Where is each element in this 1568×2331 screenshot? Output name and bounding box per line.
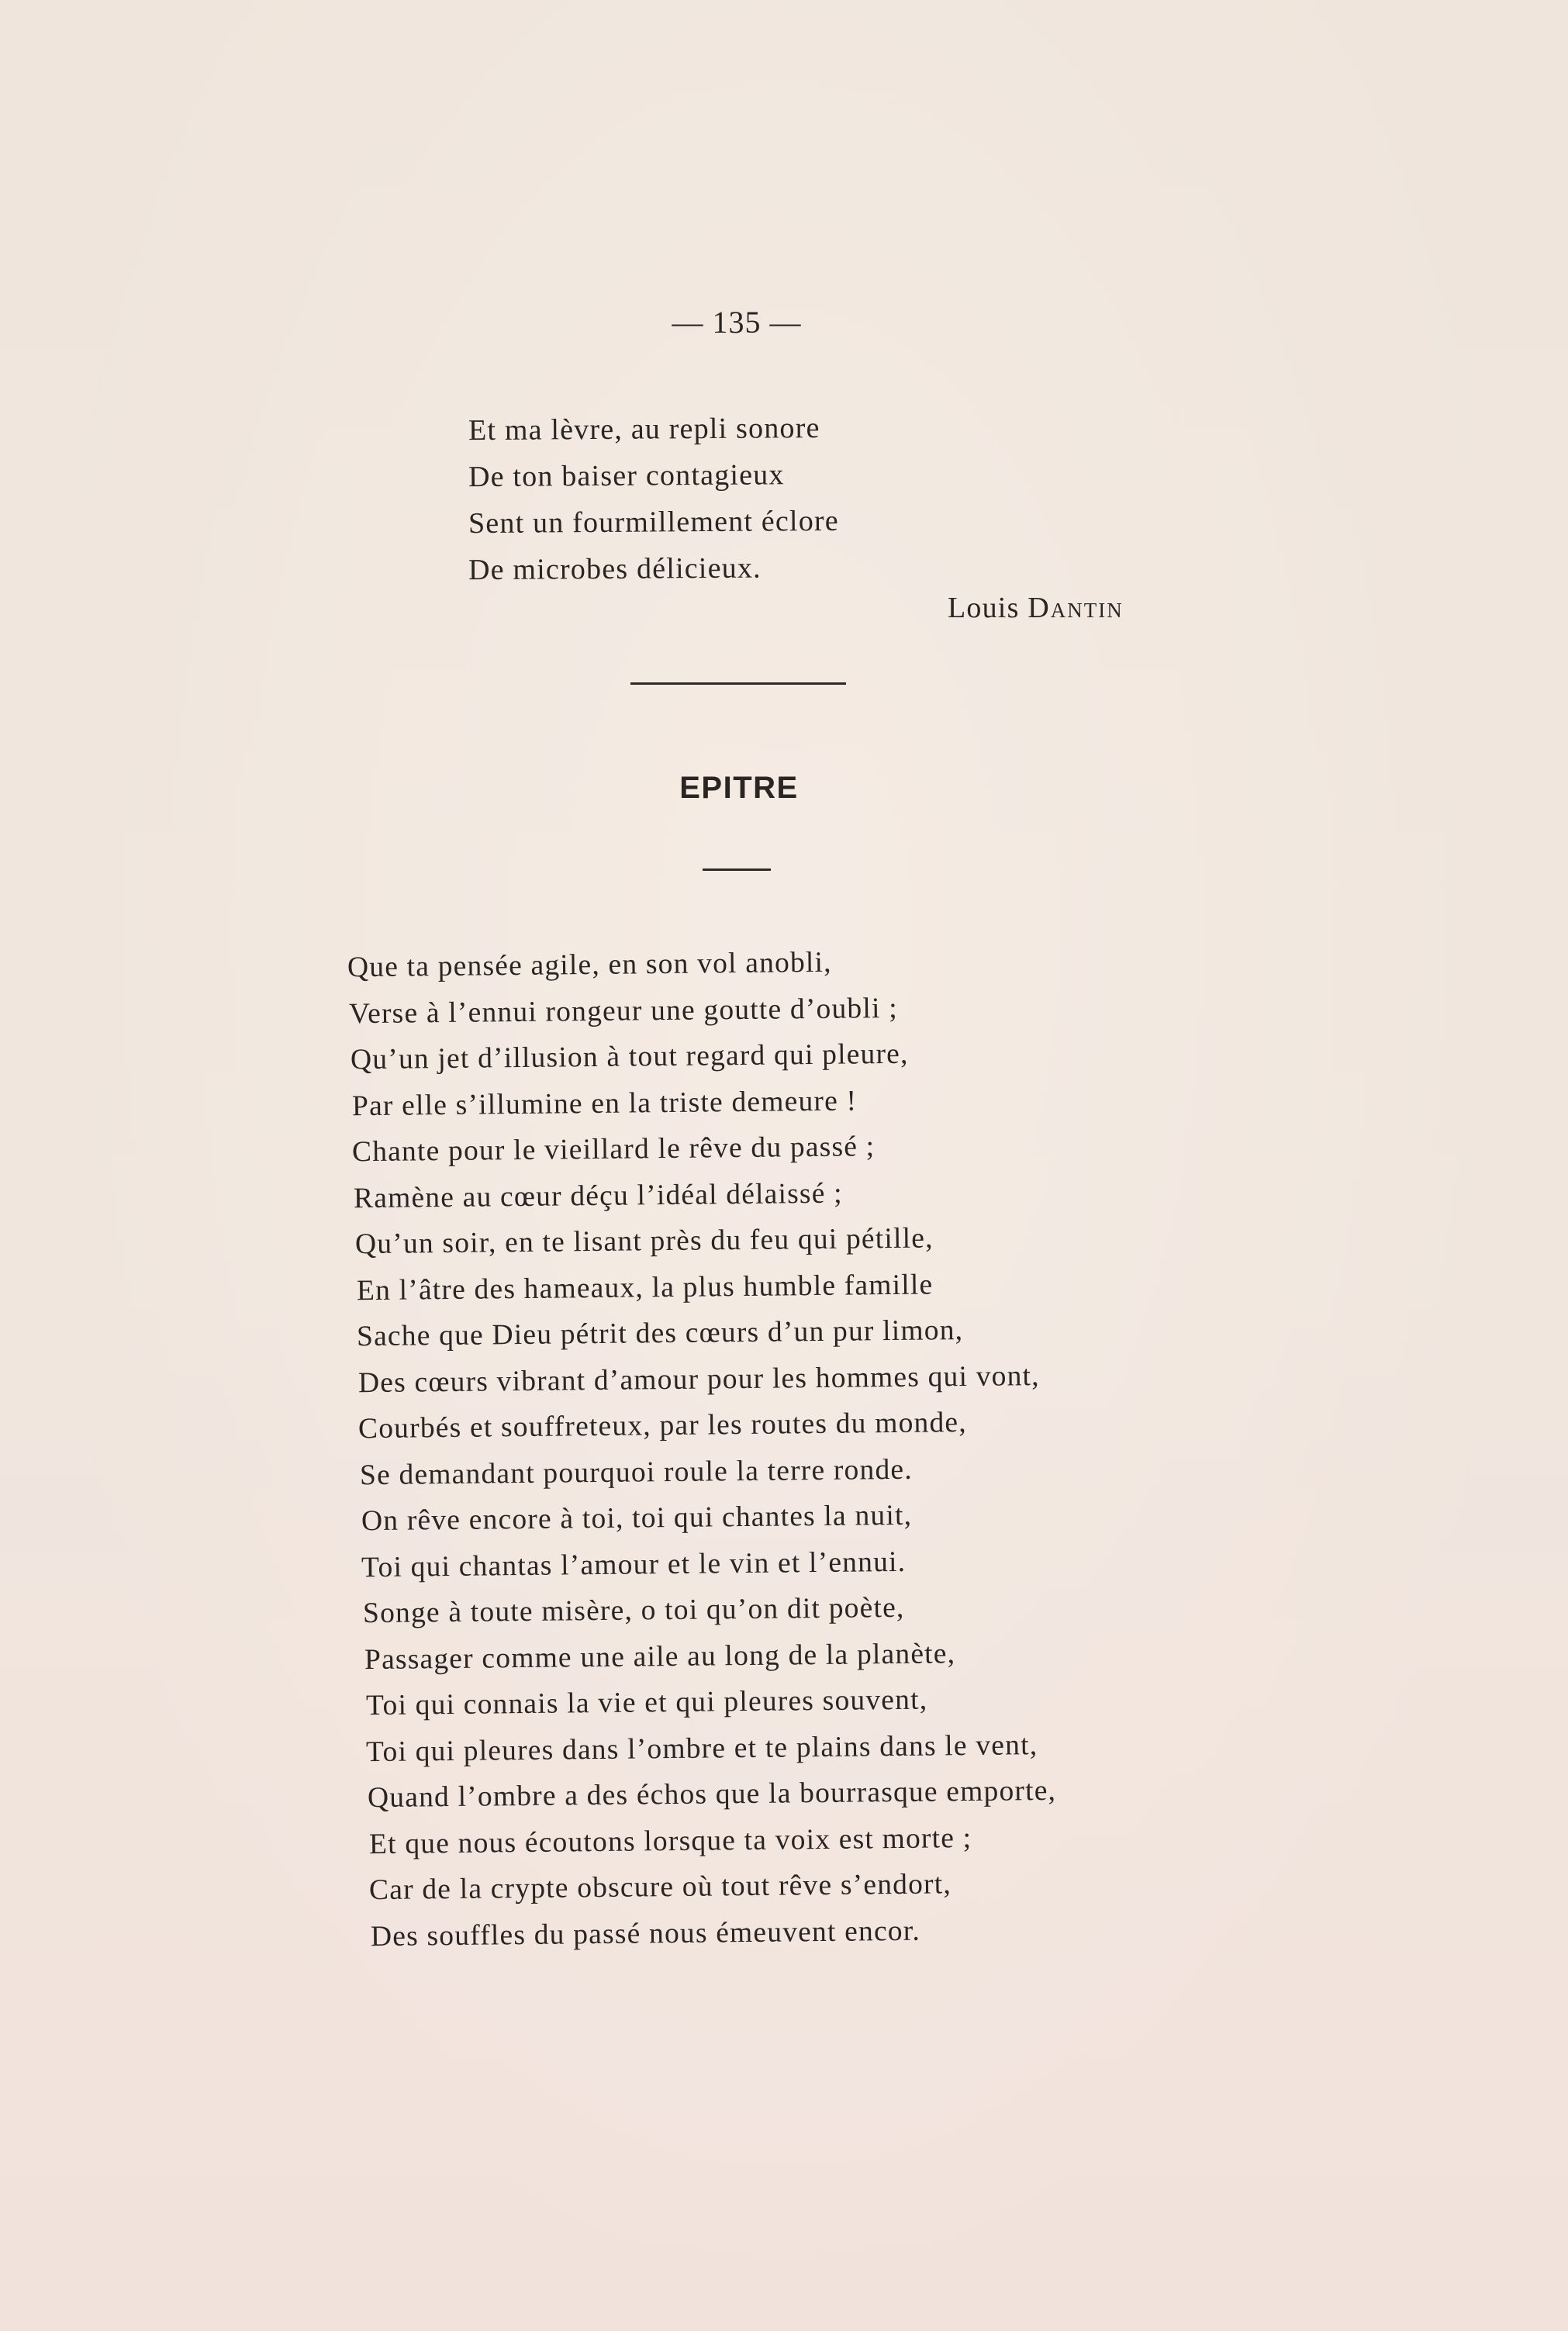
verse-line: Ramène au cœur déçu l’idéal délaissé ; (353, 1177, 843, 1214)
verse-line: De microbes délicieux. (468, 551, 762, 587)
verse-line: Sent un fourmillement éclore (468, 504, 840, 540)
verse-line: Chante pour le vieillard le rêve du passé ; (351, 1131, 876, 1169)
author-first-name: Louis (948, 592, 1020, 624)
closing-stanza (468, 405, 1166, 591)
verse-line: Quand l’ombre a des échos que la bourrasque emporte, (367, 1774, 1057, 1815)
verse-line: Toi qui connais la vie et qui pleures souvent, (365, 1684, 928, 1722)
verse-line: Et que nous écoutons lorsque ta voix est morte ; (368, 1822, 972, 1860)
poem-title: EPITRE (679, 771, 799, 805)
title-underline (703, 869, 771, 871)
verse-line: De ton baiser contagieux (468, 458, 785, 494)
verse-line: Qu’un jet d’illusion à tout regard qui pleure, (350, 1038, 909, 1076)
verse-line: Courbés et souffreteux, par les routes du monde, (357, 1406, 968, 1445)
verse-line: Toi qui chantas l’amour et le vin et l’ennui. (361, 1545, 907, 1583)
verse-line: En l’âtre des hameaux, la plus humble famille (356, 1268, 934, 1307)
section-divider (630, 682, 846, 685)
verse-line: Par elle s’illumine en la triste demeure ! (351, 1084, 858, 1122)
page-number: — 135 — (672, 305, 802, 340)
verse-line: Que ta pensée agile, en son vol anobli, (347, 946, 832, 984)
verse-line: Sache que Dieu pétrit des cœurs d’un pur limon, (356, 1314, 964, 1353)
verse-line: Passager comme une aile au long de la planète, (364, 1637, 956, 1676)
verse-line: Verse à l’ennui rongeur une goutte d’oubli ; (348, 992, 899, 1030)
verse-line: Et ma lèvre, au repli sonore (468, 411, 820, 447)
verse-line: Des souffles du passé nous émeuvent encor. (370, 1915, 921, 1953)
author-last-name: Dantin (1027, 592, 1124, 624)
verse-line: Toi qui pleures dans l’ombre et te plains dans le vent, (365, 1728, 1038, 1768)
verse-line: Se demandant pourquoi roule la terre ronde. (359, 1453, 914, 1491)
verse-line: Qu’un soir, en te lisant près du feu qui pétille, (354, 1222, 934, 1261)
author-signature (948, 591, 1124, 625)
verse-line: On rêve encore à toi, toi qui chantes la nuit, (361, 1499, 913, 1538)
verse-line: Des cœurs vibrant d’amour pour les hommes qui vont, (357, 1359, 1040, 1399)
poem-body (347, 940, 1278, 1955)
verse-line: Car de la crypte obscure où tout rêve s’endort, (368, 1868, 952, 1907)
verse-line: Songe à toute misère, o toi qu’on dit poète, (362, 1591, 905, 1630)
